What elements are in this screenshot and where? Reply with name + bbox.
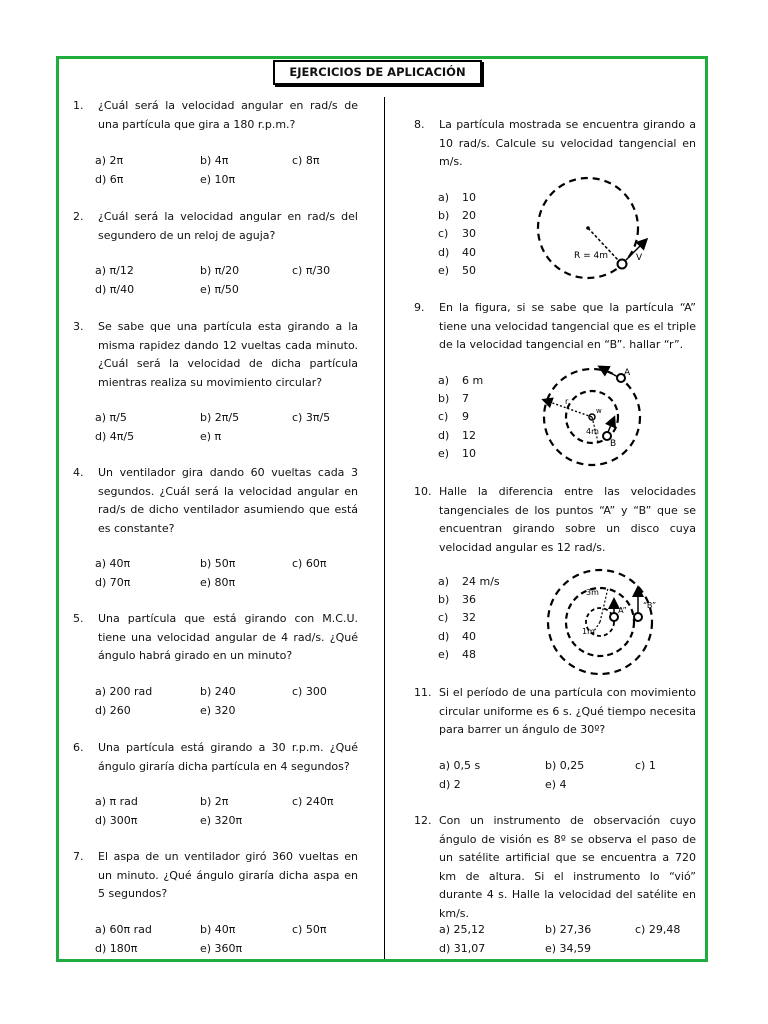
option-d[interactable]: d) π/40: [95, 283, 135, 296]
option-d[interactable]: d) 180π: [95, 942, 138, 955]
option-a[interactable]: a) 200 rad: [95, 685, 153, 698]
particle-b: [634, 613, 642, 621]
figure-q9: [530, 362, 650, 472]
radius-label: R = 4m: [574, 251, 609, 261]
question-stem: El aspa de un ventilador giró 360 vueltas en un minuto. ¿Qué ángulo giraría dicha aspa en 5 segundos?: [98, 850, 358, 900]
option-c[interactable]: c) 50π: [292, 923, 327, 936]
figure-q8: [530, 176, 650, 291]
label-b: B: [610, 439, 617, 449]
option-e[interactable]: e) 80π: [200, 576, 236, 589]
option-a[interactable]: a) π rad: [95, 795, 138, 808]
question-number: 12.: [414, 814, 432, 827]
question-stem: Una partícula está girando a 30 r.p.m. ¿Qué ángulo giraría dicha partícula en 4 segundos?: [98, 741, 358, 773]
column-divider: [384, 97, 385, 959]
question-stem: Con un instrumento de observación cuyo ángulo de visión es 8º se observa el paso de un satélite artificial que se encuentra a 720 km de altura. Si el instrumento lo “vió” durante 4 s. Halle la velocidad del satélite en km/s.: [439, 814, 696, 920]
option-d[interactable]: d) 300π: [95, 814, 138, 827]
question-number: 5.: [73, 612, 84, 625]
page-title: EJERCICIOS DE APLICACIÓN: [273, 60, 482, 85]
question-stem: ¿Cuál será la velocidad angular en rad/s de una partícula que gira a 180 r.p.m.?: [98, 99, 358, 131]
question-number: 9.: [414, 301, 425, 314]
option-d[interactable]: d) 31,07: [439, 942, 486, 955]
label-w: w: [596, 407, 602, 415]
question-number: 8.: [414, 118, 425, 131]
question-stem: Si el período de una partícula con movimiento circular uniforme es 6 s. ¿Qué tiempo necesita para barrer un ángulo de 30º?: [439, 686, 696, 736]
option-e[interactable]: e) 4: [545, 778, 567, 791]
option-d[interactable]: d) 260: [95, 704, 131, 717]
option-a[interactable]: a) 0,5 s: [439, 759, 481, 772]
option-b[interactable]: b) 4π: [200, 154, 229, 167]
label-a: A: [624, 368, 631, 378]
label-b: “B”: [643, 601, 657, 610]
option-c[interactable]: c) 1: [635, 759, 656, 772]
option-c[interactable]: c) 8π: [292, 154, 320, 167]
option-a[interactable]: a) π/5: [95, 411, 127, 424]
figure-q10: [512, 566, 672, 678]
option-a[interactable]: a) 40π: [95, 557, 131, 570]
option-b[interactable]: b) 2π: [200, 795, 229, 808]
option-d[interactable]: d) 4π/5: [95, 430, 135, 443]
option-b[interactable]: b) 240: [200, 685, 236, 698]
particle: [618, 260, 627, 269]
option-a[interactable]: a) π/12: [95, 264, 134, 277]
option-c[interactable]: c) π/30: [292, 264, 331, 277]
question-number: 6.: [73, 741, 84, 754]
option-c[interactable]: c) 240π: [292, 795, 334, 808]
option-c[interactable]: c) 3π/5: [292, 411, 331, 424]
velocity-b-arrow: [608, 418, 614, 432]
option-a[interactable]: a) 25,12: [439, 923, 486, 936]
option-e[interactable]: e) 34,59: [545, 942, 592, 955]
option-d[interactable]: d) 2: [439, 778, 461, 791]
question-number: 4.: [73, 466, 84, 479]
label-r: r: [565, 397, 569, 406]
option-e[interactable]: e) 10π: [200, 173, 236, 186]
option-b[interactable]: b) π/20: [200, 264, 240, 277]
option-d[interactable]: d) 6π: [95, 173, 124, 186]
question-stem: En la figura, si se sabe que la partícula “A” tiene una velocidad tangencial que es el triple de la velocidad tangencial en “B”. hallar “r”.: [439, 301, 696, 351]
label-a: “A”: [615, 606, 627, 615]
option-c[interactable]: c) 60π: [292, 557, 327, 570]
question-number: 10.: [414, 485, 432, 498]
option-b[interactable]: b) 50π: [200, 557, 236, 570]
label-1m: 1m: [582, 627, 595, 636]
question-stem: Una partícula que está girando con M.C.U. tiene una velocidad angular de 4 rad/s. ¿Qué ángulo habrá girado en un minuto?: [98, 612, 358, 662]
label-4m: 4m: [586, 427, 599, 436]
option-a[interactable]: a) 60π rad: [95, 923, 152, 936]
question-number: 11.: [414, 686, 432, 699]
option-e[interactable]: e) π: [200, 430, 222, 443]
question-number: 3.: [73, 320, 84, 333]
option-b[interactable]: b) 27,36: [545, 923, 592, 936]
option-b[interactable]: b) 2π/5: [200, 411, 240, 424]
question-stem: Halle la diferencia entre las velocidades tangenciales de los puntos “A” y “B” que se encuentran girando sobre un disco cuya velocidad angular es 12 rad/s.: [439, 485, 696, 554]
label-3m: 3m: [586, 588, 599, 597]
question-number: 7.: [73, 850, 84, 863]
option-c[interactable]: c) 29,48: [635, 923, 681, 936]
option-e[interactable]: e) 320: [200, 704, 236, 717]
question-stem: ¿Cuál será la velocidad angular en rad/s del segundero de un reloj de aguja?: [98, 210, 358, 242]
question-number: 1.: [73, 99, 84, 112]
question-stem: La partícula mostrada se encuentra girando a 10 rad/s. Calcule su velocidad tangencial en m/s.: [439, 118, 696, 168]
option-e[interactable]: e) 360π: [200, 942, 243, 955]
option-d[interactable]: d) 70π: [95, 576, 131, 589]
option-e[interactable]: e) 320π: [200, 814, 243, 827]
velocity-label: V: [636, 253, 643, 263]
question-stem: Un ventilador gira dando 60 vueltas cada 3 segundos. ¿Cuál será la velocidad angular en rad/s de dicho ventilador asumiendo que está es constante?: [98, 466, 358, 535]
question-stem: Se sabe que una partícula esta girando a la misma rapidez dando 12 vueltas cada minuto. ¿Cuál será la velocidad de dicha partícula mientras realiza su movimiento circular?: [98, 320, 358, 389]
velocity-a-arrow: [600, 367, 618, 377]
option-c[interactable]: c) 300: [292, 685, 327, 698]
option-a[interactable]: a) 2π: [95, 154, 124, 167]
option-b[interactable]: b) 40π: [200, 923, 236, 936]
option-b[interactable]: b) 0,25: [545, 759, 585, 772]
question-number: 2.: [73, 210, 84, 223]
radius-3m-line: [600, 588, 608, 622]
option-e[interactable]: e) π/50: [200, 283, 239, 296]
